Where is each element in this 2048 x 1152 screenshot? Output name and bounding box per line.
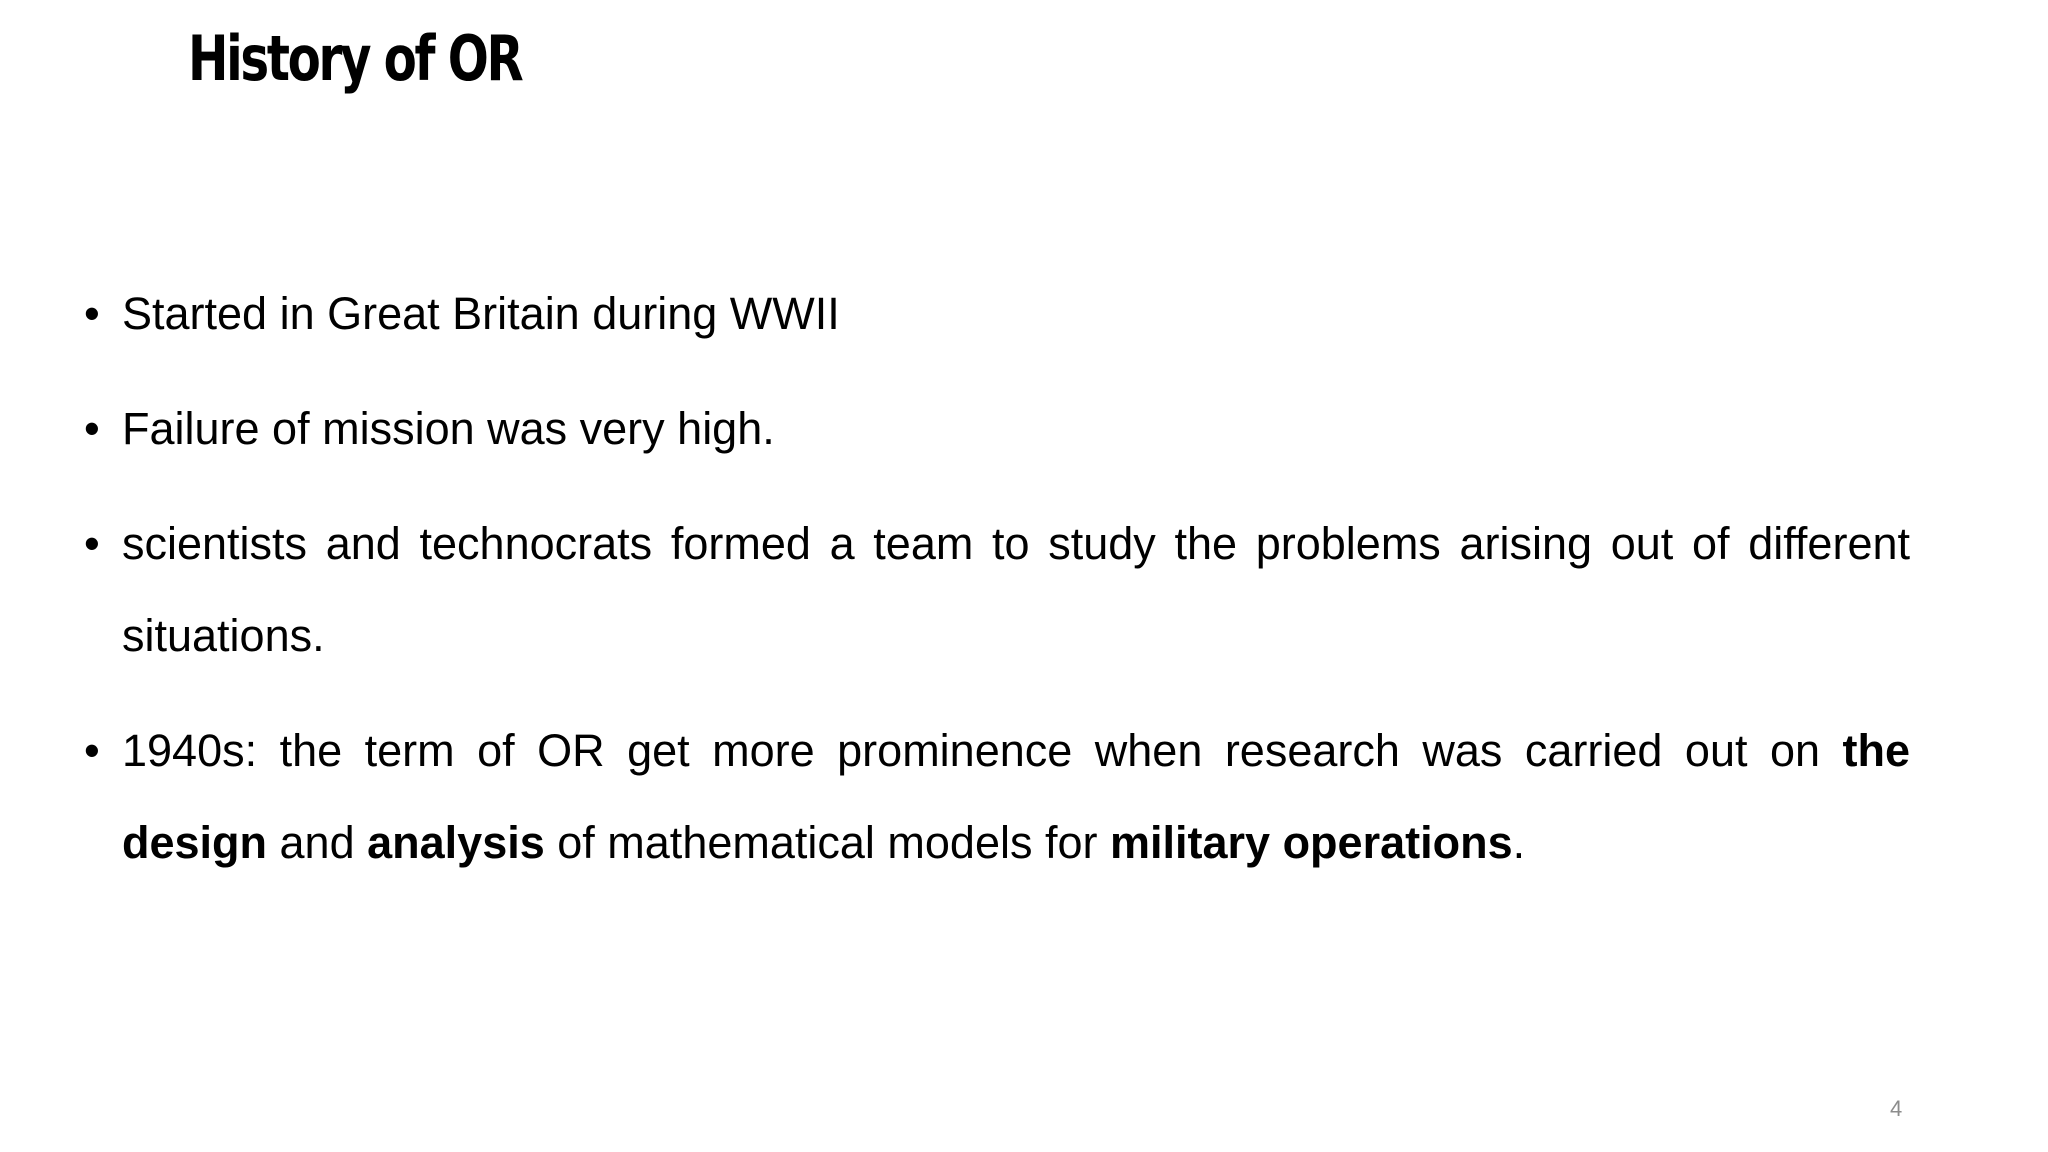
bullet-text-part: and: [267, 817, 368, 868]
bullet-text-part: .: [1512, 817, 1526, 868]
bullet-item: [80, 705, 1910, 889]
bullet-text: Started in Great Britain during WWII: [122, 288, 840, 339]
bullet-icon: •: [84, 288, 100, 339]
bullet-icon: •: [84, 725, 100, 776]
bullet-list: [80, 268, 1910, 912]
bullet-icon: •: [84, 518, 100, 569]
bullet-icon: •: [84, 403, 100, 454]
bullet-text: Failure of mission was very high.: [122, 403, 775, 454]
bullet-item: [80, 498, 1910, 682]
bullet-item: [80, 383, 1910, 475]
page-number: 4: [1890, 1096, 1903, 1121]
bullet-emphasis: analysis: [367, 817, 545, 868]
bullet-text: scientists and technocrats formed a team to study the problems arising out of different situations.: [122, 518, 1910, 661]
bullet-text-part: of mathematical models for: [544, 817, 1110, 868]
slide-title: History of OR: [188, 22, 522, 95]
bullet-item: [80, 268, 1910, 360]
bullet-emphasis: military operations: [1110, 817, 1513, 868]
bullet-text-part: 1940s: the term of OR get more prominence when research was carried out on: [122, 725, 1843, 776]
bullet-emphasis: the design: [122, 725, 1910, 868]
